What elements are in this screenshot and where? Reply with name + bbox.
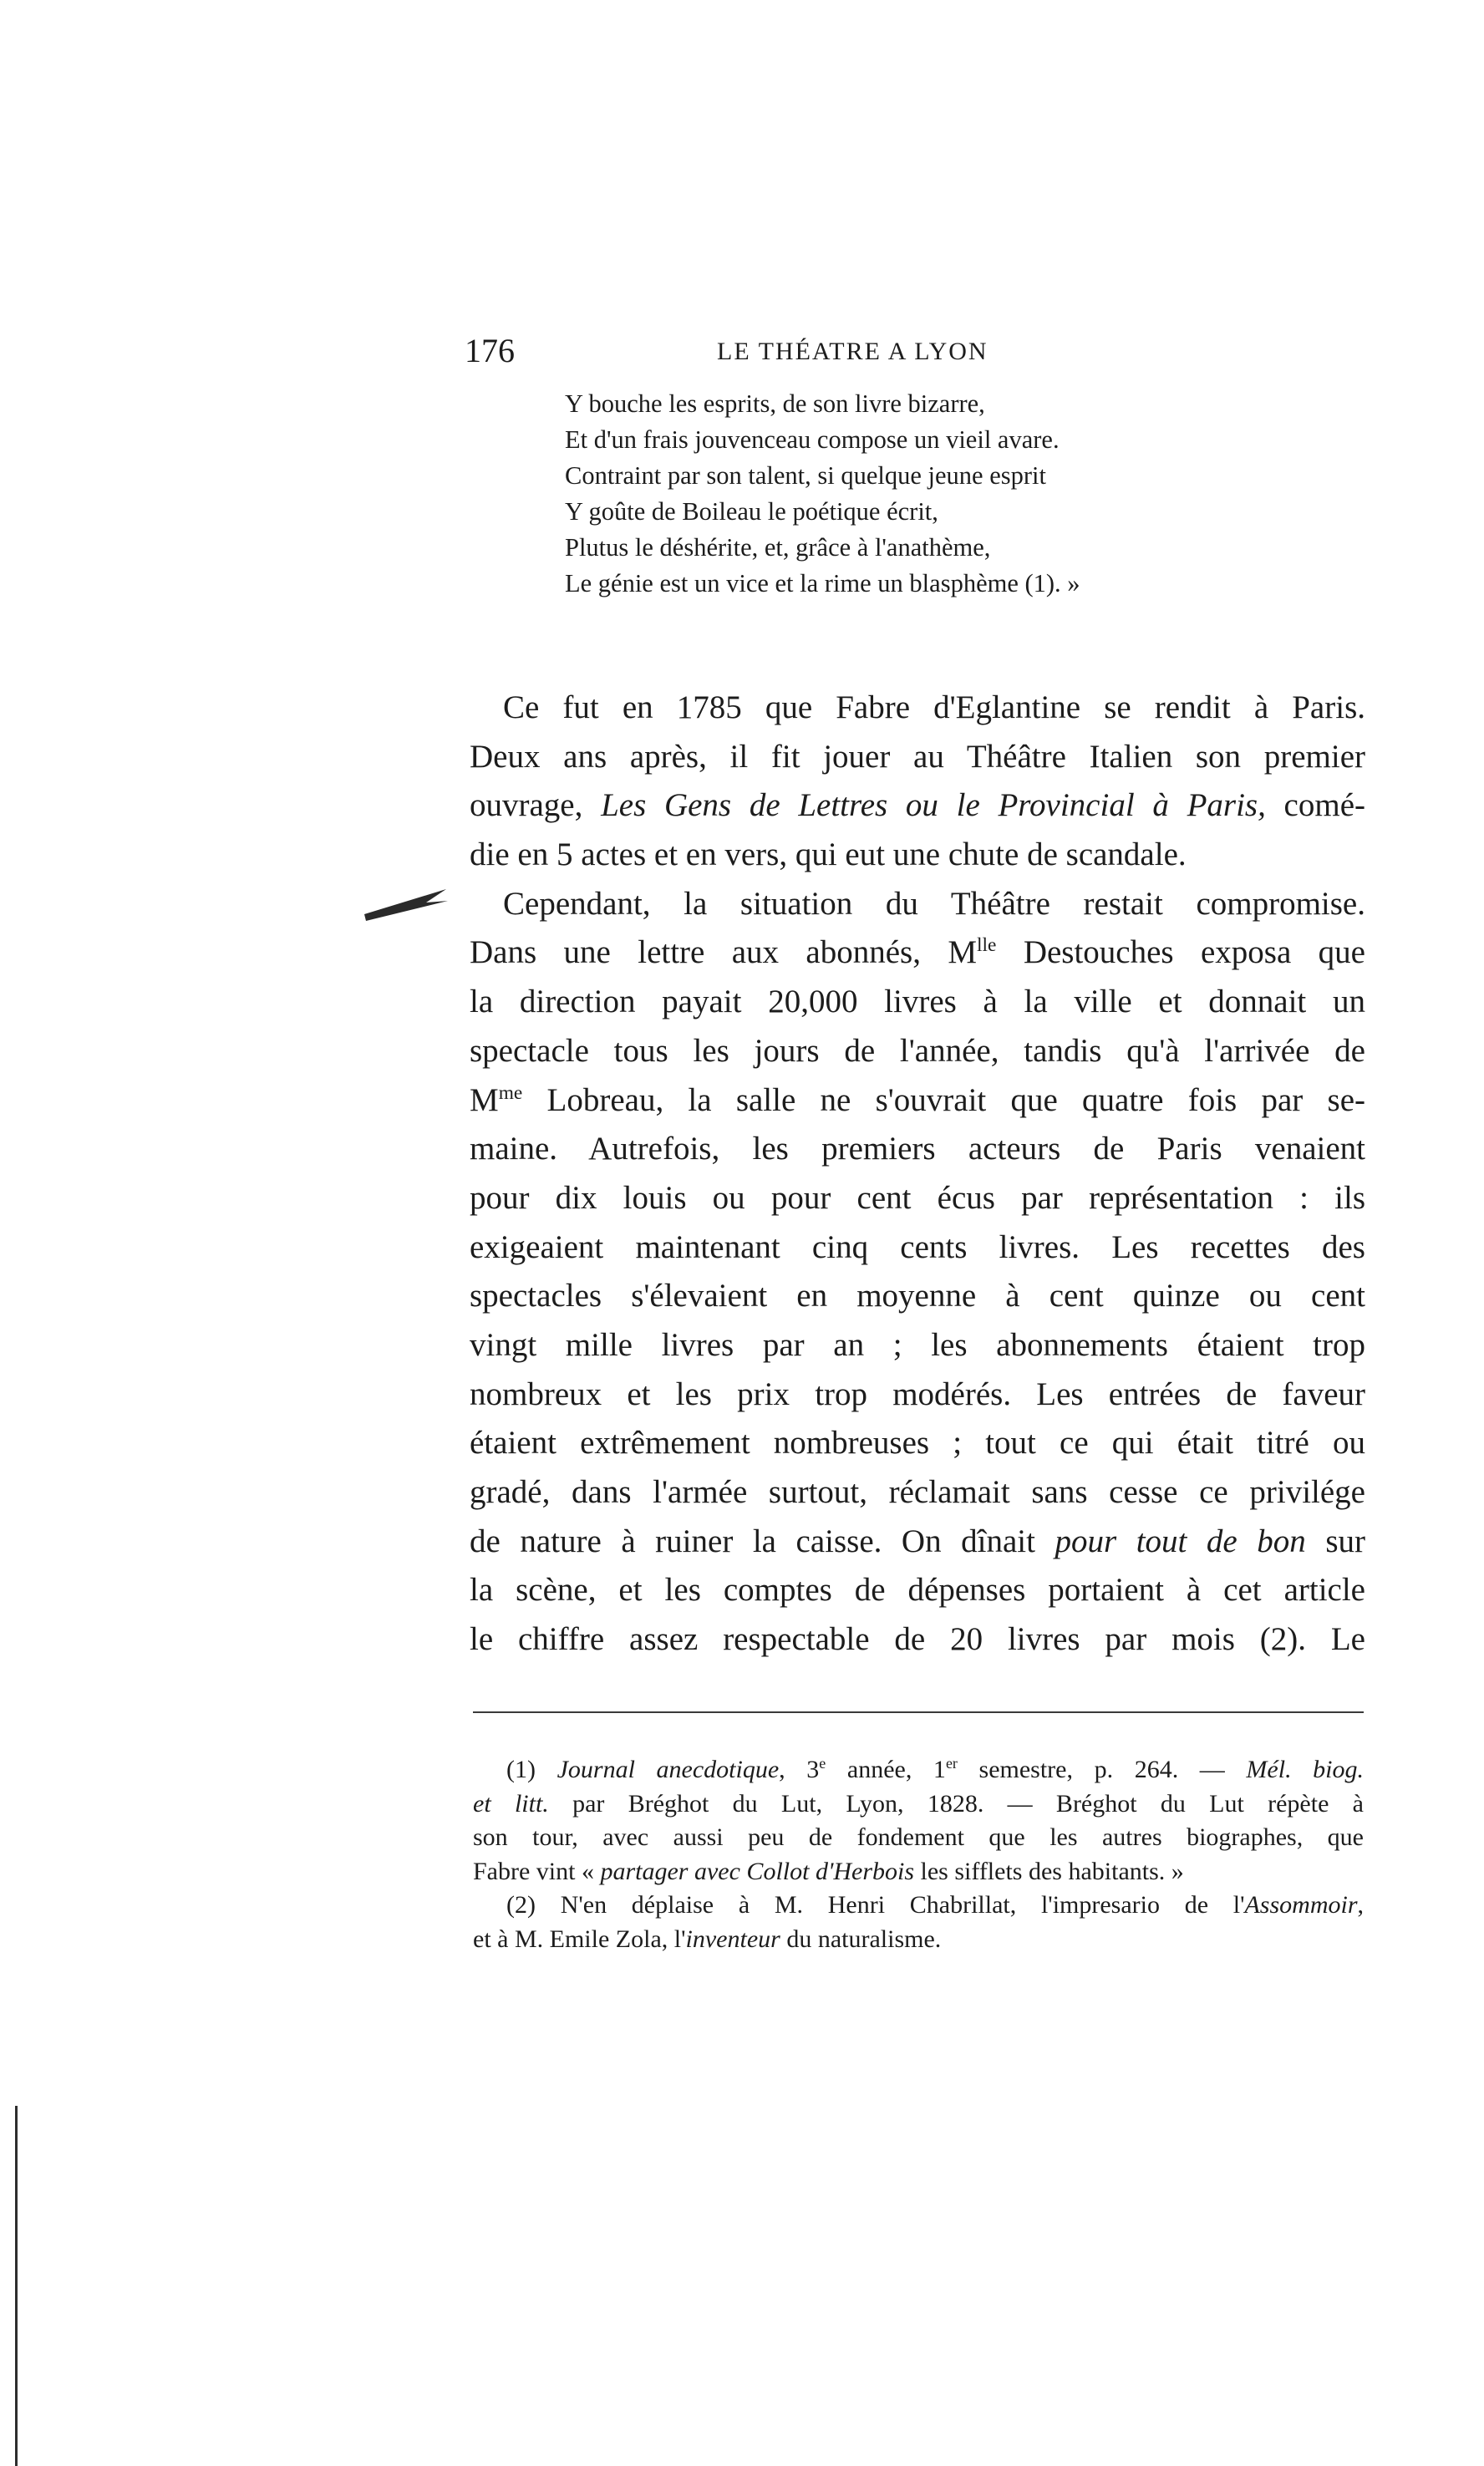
footnotes <box>473 1753 1364 1956</box>
main-text <box>470 684 1365 1665</box>
italic-phrase: partager avec Collot d'Herbois <box>600 1857 915 1885</box>
text-run: par Bréghot du Lut, Lyon, 1828. — Bréghot du Lut répète à <box>548 1789 1364 1818</box>
text-run: de nature à ruiner la caisse. On dînait <box>470 1523 1055 1559</box>
verse-line: Contraint par son talent, si quelque jeune esprit <box>565 461 1046 490</box>
work-title: Les Gens de Lettres ou le Provincial à Paris, <box>601 787 1266 824</box>
text-line <box>470 928 1365 978</box>
italic-phrase: Mél. biog. <box>1246 1756 1365 1783</box>
text-run: les sifflets des habitants. » <box>914 1857 1184 1885</box>
text-run: M <box>470 1081 499 1118</box>
footnote-line: son tour, avec aussi peu de fondement que les autres biographes, que <box>473 1823 1364 1851</box>
text-line: exigeaient maintenant cinq cents livres. Les recettes des <box>470 1228 1365 1265</box>
text-run: Lobreau, la salle ne s'ouvrait que quatre fois par se- <box>522 1081 1365 1118</box>
verse-line: Y bouche les esprits, de son livre bizarre, <box>565 389 985 418</box>
text-line: la scène, et les comptes de dépenses portaient à cet article <box>470 1572 1365 1609</box>
text-run: , <box>1357 1891 1364 1919</box>
text-line: vingt mille livres par an ; les abonnements étaient trop <box>470 1326 1365 1363</box>
running-title: LE THÉATRE A LYON <box>717 338 988 365</box>
italic-phrase: Assommoir <box>1244 1891 1358 1919</box>
text-run: Fabre vint « <box>473 1857 601 1885</box>
text-line: la direction payait 20,000 livres à la ville et donnait un <box>470 984 1365 1020</box>
text-line: le chiffre assez respectable de 20 livres par mois (2). Le <box>470 1621 1365 1658</box>
text-line: pour dix louis ou pour cent écus par représentation : ils <box>470 1179 1365 1216</box>
superscript: er <box>945 1755 958 1772</box>
text-run: Destouches exposa que <box>996 934 1365 971</box>
footnote-line <box>473 1855 1364 1889</box>
text-line <box>470 1518 1365 1567</box>
italic-phrase: pour tout de bon <box>1055 1523 1306 1559</box>
text-line: nombreux et les prix trop modérés. Les entrées de faveur <box>470 1375 1365 1412</box>
text-line: Deux ans après, il fit jouer au Théâtre Italien son premier <box>470 738 1365 775</box>
footnote-line <box>473 1787 1364 1822</box>
italic-phrase: inventeur <box>685 1924 780 1953</box>
superscript: me <box>498 1081 523 1104</box>
footnote-divider <box>473 1711 1364 1713</box>
text-line: étaient extrêmement nombreuses ; tout ce qui était titré ou <box>470 1425 1365 1462</box>
text-run: Dans une lettre aux abonnés, M <box>470 934 978 971</box>
text-line: spectacle tous les jours de l'année, tandis qu'à l'arrivée de <box>470 1032 1365 1069</box>
text-run: et à M. Emile Zola, l' <box>473 1924 686 1953</box>
text-line: maine. Autrefois, les premiers acteurs de Paris venaient <box>470 1131 1365 1167</box>
verse-quotation <box>565 386 1367 602</box>
text-line: die en 5 actes et en vers, qui eut une chute de scandale. <box>470 836 1187 873</box>
text-line: Cependant, la situation du Théâtre restait compromise. <box>503 885 1365 922</box>
page-number: 176 <box>465 332 515 369</box>
text-run: (2) N'en déplaise à M. Henri Chabrillat, l'impresario de l' <box>506 1891 1245 1919</box>
text-line <box>470 1076 1365 1126</box>
text-run: , 3 <box>779 1756 820 1783</box>
footnote-line <box>473 1753 1364 1787</box>
italic-phrase: et litt. <box>473 1789 549 1818</box>
text-run: semestre, p. 264. — <box>957 1756 1247 1783</box>
superscript: e <box>819 1755 826 1772</box>
verse-line: Et d'un frais jouvenceau compose un vieil avare. <box>565 425 1060 454</box>
text-run: année, 1 <box>826 1756 946 1783</box>
text-line <box>470 781 1365 831</box>
text-run: comé- <box>1265 787 1365 824</box>
verse-line: Le génie est un vice et la rime un blasphème (1). » <box>565 569 1080 597</box>
italic-phrase: Journal anecdotique <box>556 1756 780 1783</box>
footnote-line <box>473 1923 1364 1957</box>
handwritten-margin-mark <box>359 877 455 928</box>
text-run: ouvrage, <box>470 787 602 824</box>
footnote-line <box>473 1889 1364 1923</box>
text-line: Ce fut en 1785 que Fabre d'Eglantine se rendit à Paris. <box>503 689 1365 725</box>
text-line: gradé, dans l'armée surtout, réclamait sans cesse ce privilége <box>470 1474 1365 1510</box>
text-run: du naturalisme. <box>780 1924 942 1953</box>
scan-edge-line <box>15 2106 18 2466</box>
text-line: spectacles s'élevaient en moyenne à cent quinze ou cent <box>470 1278 1365 1314</box>
verse-line: Plutus le déshérite, et, grâce à l'anathème, <box>565 533 991 562</box>
superscript: lle <box>977 934 997 957</box>
text-run: (1) <box>506 1756 557 1783</box>
text-run: sur <box>1305 1523 1365 1559</box>
verse-line: Y goûte de Boileau le poétique écrit, <box>565 497 938 526</box>
